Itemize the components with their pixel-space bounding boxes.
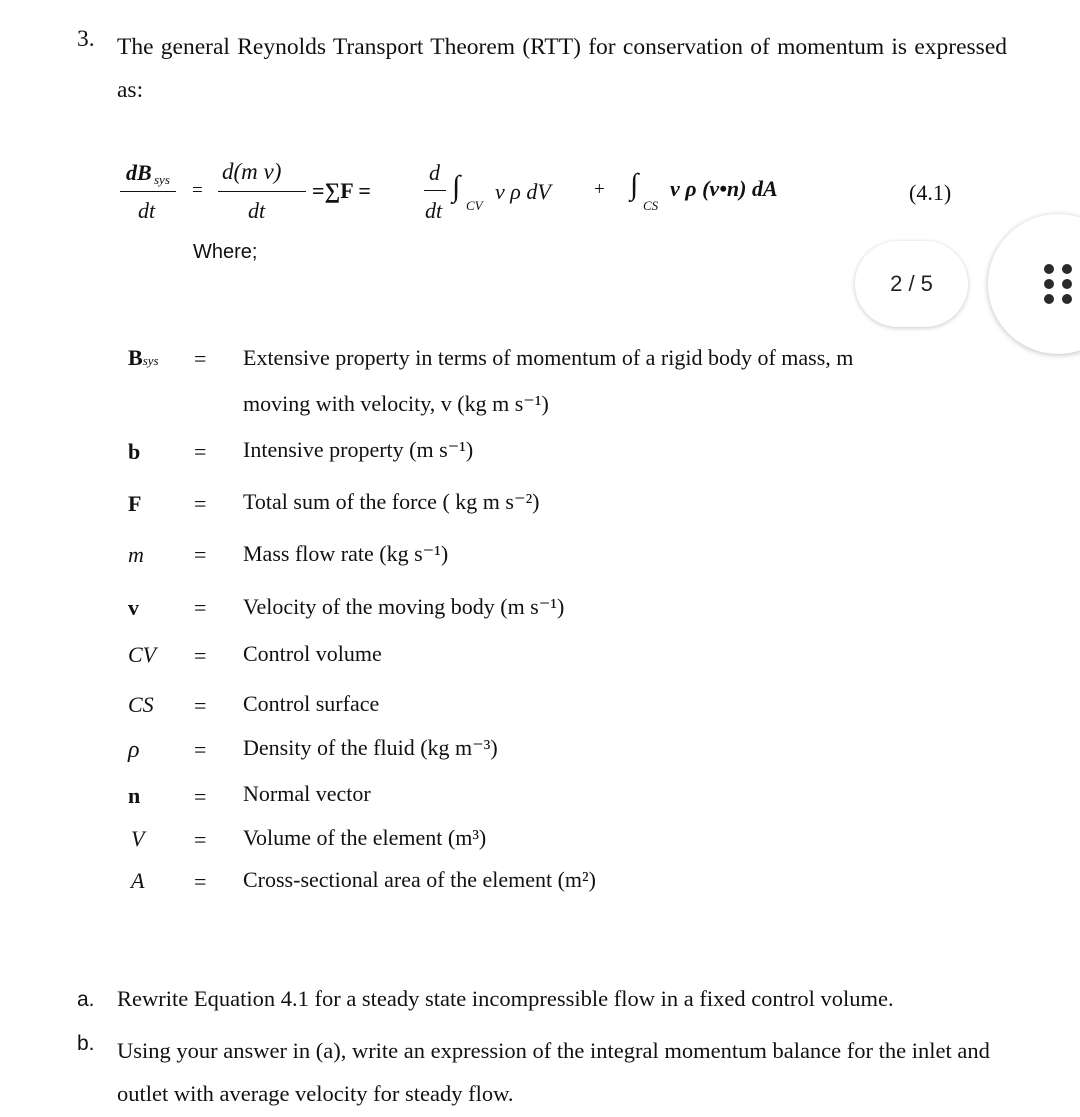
def-symbol-n: n	[128, 783, 141, 808]
def-symbol-volume: V	[131, 826, 145, 851]
page-indicator	[855, 241, 968, 327]
def-symbol-f: F	[128, 491, 142, 516]
def-symbol-bsys: Bsys	[128, 345, 159, 370]
def-symbol-cv: CV	[128, 642, 157, 667]
eq-cs-sub: CS	[643, 198, 659, 213]
def-equals: =	[194, 869, 207, 894]
def-text: Volume of the element (m³)	[243, 825, 487, 850]
def-text: Mass flow rate (kg s⁻¹)	[243, 541, 449, 566]
eq-cv-term: v ρ dV	[495, 179, 551, 204]
eq-cv-integral: ∫	[452, 170, 461, 203]
def-text: Extensive property in terms of momentum of a rigid body of mass, m	[243, 345, 854, 370]
where-label: Where;	[193, 241, 258, 263]
eq-lhs-fraction	[120, 160, 176, 226]
eq-mid-fraction	[218, 157, 306, 227]
eq-mid-den: dt	[248, 198, 266, 223]
def-text: Velocity of the moving body (m s⁻¹)	[243, 594, 565, 619]
def-text-cont: moving with velocity, v (kg m s⁻¹)	[243, 391, 549, 416]
def-text: Normal vector	[243, 781, 371, 806]
def-equals: =	[194, 827, 207, 852]
eq-lhs-den: dt	[138, 198, 156, 223]
page-indicator-text: 2 / 5	[890, 271, 933, 296]
def-equals: =	[194, 784, 207, 809]
eq-d-dt-fraction	[424, 160, 446, 226]
def-equals: =	[194, 542, 207, 567]
question-number: 3.	[77, 26, 95, 52]
def-symbol-b: b	[128, 439, 141, 464]
eq-lhs-sub: sys	[154, 172, 170, 187]
eq-d-den: dt	[425, 198, 443, 223]
eq-lhs-num: dB	[126, 160, 152, 185]
def-text: Cross-sectional area of the element (m²)	[243, 867, 596, 892]
menu-button[interactable]	[988, 214, 1080, 354]
def-equals: =	[194, 491, 207, 516]
def-equals: =	[194, 346, 207, 371]
eq-cs-integral: ∫	[630, 168, 639, 201]
part-b-label: b.	[77, 1032, 95, 1055]
question-text: The general Reynolds Transport Theorem (RTT) for conservation of momentum is expressed as:	[117, 34, 1007, 103]
def-text: Control surface	[243, 691, 380, 716]
def-text: Intensive property (m s⁻¹)	[243, 437, 474, 462]
def-symbol-v: v	[128, 595, 139, 620]
eq-mid-num: d(m v)	[222, 159, 282, 184]
eq-number: (4.1)	[909, 180, 952, 205]
def-equals: =	[194, 439, 207, 464]
def-symbol-cs: CS	[128, 692, 154, 717]
def-equals: =	[194, 693, 207, 718]
def-symbol-m: m	[128, 542, 144, 567]
part-a-label: a.	[77, 988, 95, 1011]
def-text: Density of the fluid (kg m⁻³)	[243, 735, 498, 760]
dots-grid-icon	[1044, 264, 1078, 304]
eq-d-num: d	[429, 160, 440, 185]
eq-cv-sub: CV	[466, 198, 483, 213]
def-text: Total sum of the force ( kg m s⁻²)	[243, 489, 540, 514]
eq-equals-1: =	[192, 180, 203, 201]
def-symbol-area: A	[131, 868, 145, 893]
def-symbol-rho: ρ	[128, 737, 140, 763]
def-text: Control volume	[243, 641, 382, 666]
def-equals: =	[194, 595, 207, 620]
def-equals: =	[194, 643, 207, 668]
def-equals: =	[194, 737, 207, 762]
eq-sum-force: =∑F =	[312, 178, 371, 203]
part-b-text: Using your answer in (a), write an expression of the integral momentum balance for the inlet and outlet with average velocity for steady flow.	[117, 1038, 990, 1106]
part-a-text: Rewrite Equation 4.1 for a steady state incompressible flow in a fixed control volume.	[117, 986, 894, 1011]
eq-cs-term: v ρ (v•n) dA	[670, 176, 778, 201]
eq-plus: +	[594, 179, 605, 200]
